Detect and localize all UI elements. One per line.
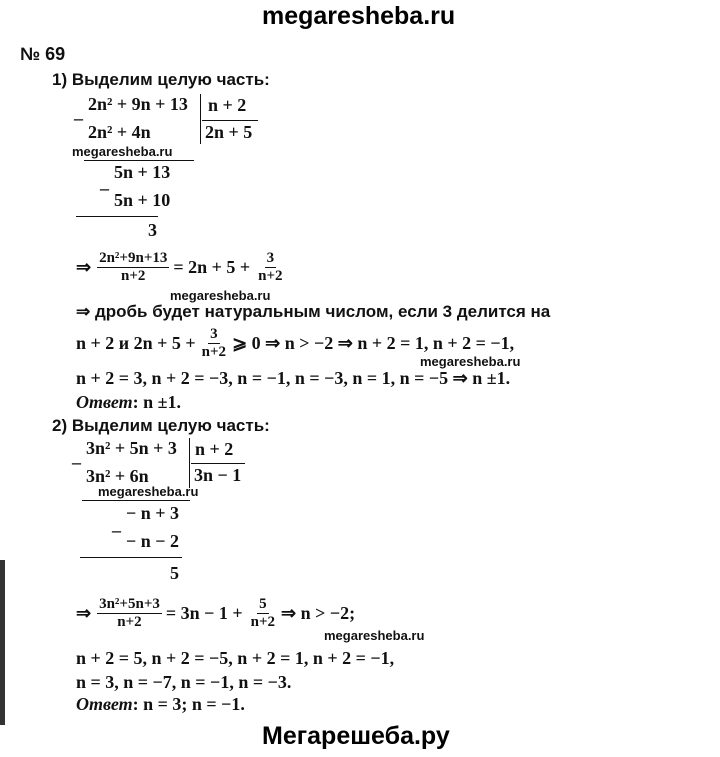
fraction-numerator: 3 (210, 326, 218, 342)
minus-sign: _ (74, 102, 83, 122)
fraction-denominator: n+2 (117, 614, 142, 630)
division-bar-horizontal (191, 463, 245, 464)
fraction (200, 326, 228, 361)
implies-arrow: ⇒ (76, 603, 92, 623)
minus-sign: _ (100, 172, 109, 192)
answer-value: : n = 3; n = −1. (132, 694, 245, 714)
part2-quotient: 3n − 1 (194, 465, 242, 485)
part1-remainder: 3 (148, 220, 157, 240)
part1-subtrahend-1: 2n² + 4n (88, 122, 151, 142)
division-bar-vertical (189, 438, 190, 488)
watermark: megaresheba.ru (98, 484, 199, 499)
part1-quotient: 2n + 5 (205, 122, 253, 142)
division-bar-vertical (200, 94, 201, 144)
part2-heading: 2) Выделим целую часть: (52, 416, 270, 435)
fraction-numerator: 3 (266, 250, 275, 266)
division-bar-horizontal (202, 120, 258, 121)
subtraction-line (82, 500, 190, 501)
fraction-numerator: 5 (259, 596, 267, 612)
fraction-denominator: n+2 (258, 268, 283, 284)
answer-label: Ответ (76, 694, 133, 714)
fraction-numerator: 3n²+5n+3 (99, 596, 160, 612)
part2-cases-line-2: n = 3, n = −7, n = −1, n = −3. (76, 672, 292, 692)
implies-arrow: ⇒ (76, 257, 92, 277)
part1-remainder-1: 5n + 13 (114, 162, 171, 182)
part2-subtrahend-1: 3n² + 6n (86, 466, 149, 486)
minus-sign: _ (72, 446, 81, 466)
watermark: megaresheba.ru (170, 288, 271, 303)
part1-answer (76, 392, 181, 413)
watermark: megaresheba.ru (420, 354, 521, 369)
fraction (97, 250, 169, 285)
part1-dividend: 2n² + 9n + 13 (88, 94, 188, 114)
fraction (249, 596, 277, 631)
part2-divisor: n + 2 (195, 439, 234, 459)
part2-dividend: 3n² + 5n + 3 (86, 438, 177, 458)
subtraction-line (80, 557, 182, 558)
fraction-denominator: n+2 (121, 268, 146, 284)
fraction-denominator: n+2 (250, 614, 276, 630)
answer-label: Ответ (76, 392, 133, 412)
part2-answer (76, 694, 245, 715)
part1-equation (76, 250, 285, 285)
condition-text-a: n + 2 и 2n + 5 + (76, 333, 196, 353)
equation-rhs: = 2n + 5 + (173, 257, 251, 277)
task-number: № 69 (20, 44, 66, 64)
fraction-numerator: 2n²+9n+13 (99, 250, 168, 266)
subtraction-line (76, 216, 158, 217)
part2-remainder: 5 (170, 563, 179, 583)
part1-subtrahend-2: 5n + 10 (114, 190, 171, 210)
site-header: megaresheba.ru (262, 2, 456, 30)
condition-text-b: ⩾ 0 ⇒ n > −2 ⇒ n + 2 = 1, n + 2 = −1, (232, 333, 515, 353)
part2-equation (76, 596, 355, 631)
part1-fraction-condition: ⇒ дробь будет натуральным числом, если 3 делится на (76, 302, 551, 321)
fraction (256, 250, 284, 285)
watermark: megaresheba.ru (324, 628, 425, 643)
equation-tail: ⇒ n > −2; (281, 603, 356, 623)
part1-heading: 1) Выделим целую часть: (52, 70, 270, 89)
scan-edge-artifact (0, 560, 5, 725)
part1-cases-line: n + 2 = 3, n + 2 = −3, n = −1, n = −3, n = 1, n = −5 ⇒ n ±1. (76, 368, 511, 388)
part1-divisor: n + 2 (208, 95, 247, 115)
watermark: megaresheba.ru (72, 144, 173, 159)
part2-remainder-1: − n + 3 (126, 503, 180, 523)
part2-subtrahend-2: − n − 2 (126, 531, 180, 551)
answer-value: : n ±1. (132, 392, 181, 412)
site-footer: Мегарешеба.ру (262, 722, 450, 750)
minus-sign: _ (112, 514, 121, 534)
fraction (97, 596, 162, 631)
fraction-denominator: n+2 (201, 344, 227, 360)
equation-rhs: = 3n − 1 + (165, 603, 243, 623)
subtraction-line (84, 160, 194, 161)
part2-cases-line-1: n + 2 = 5, n + 2 = −5, n + 2 = 1, n + 2 = −1, (76, 648, 395, 668)
